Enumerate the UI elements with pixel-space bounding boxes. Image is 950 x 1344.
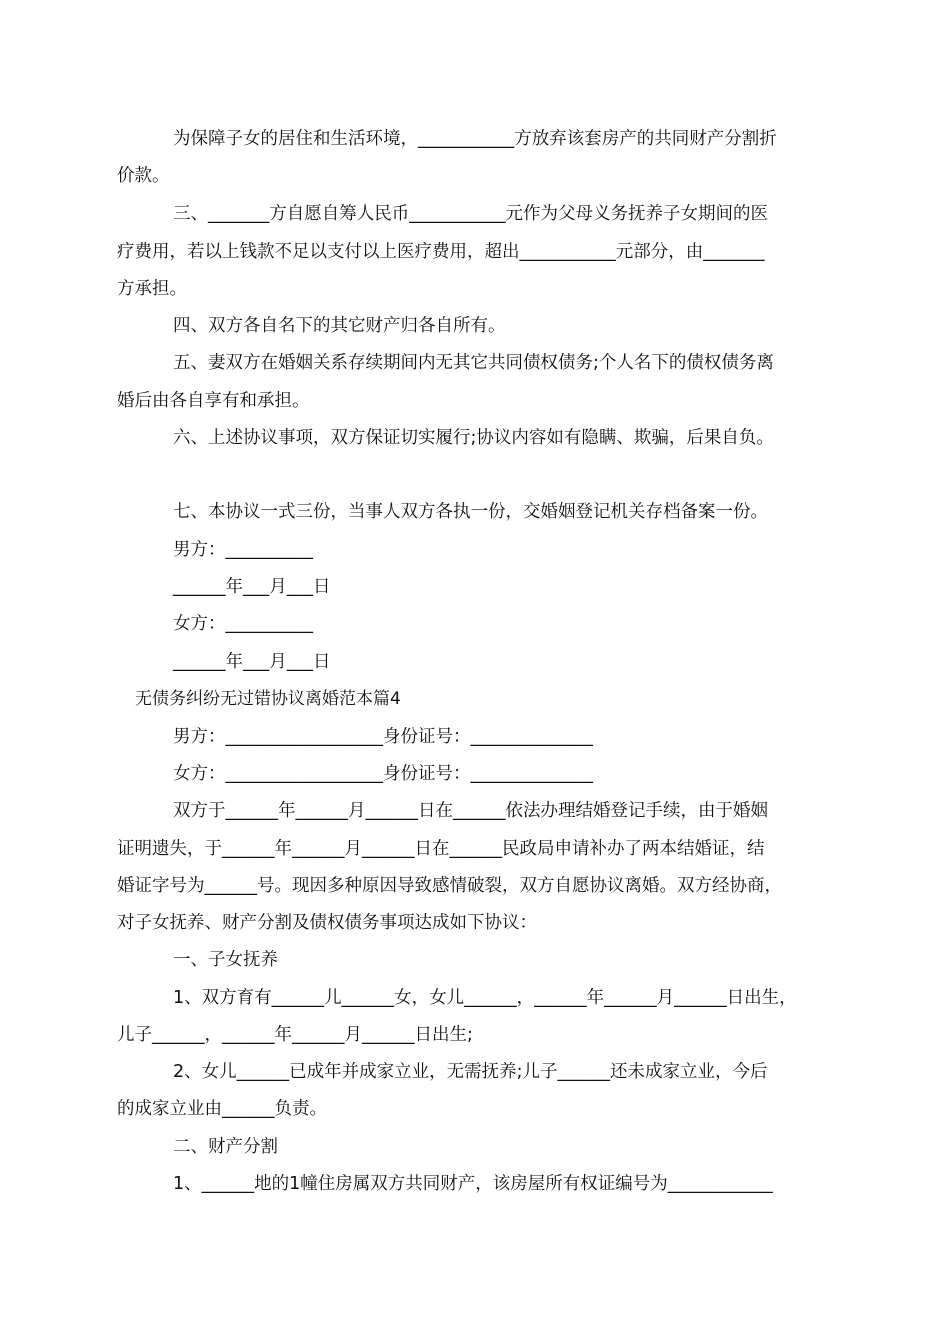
wife-date: ______年___月___日 xyxy=(173,652,331,672)
paragraph-line: 疗费用，若以上钱款不足以支付以上医疗费用，超出___________元部分，由_______ xyxy=(117,242,765,262)
wife-signature: 女方：__________ xyxy=(173,614,313,634)
husband-id-line: 男方：__________________身份证号：______________ xyxy=(173,727,593,747)
paragraph-line: 价款。 xyxy=(117,166,170,186)
paragraph-line: 儿子______，______年______月______日出生; xyxy=(117,1025,473,1045)
paragraph-line: 对子女抚养、财产分割及债权债务事项达成如下协议： xyxy=(117,913,537,933)
paragraph-line: 1、______地的1幢住房属双方共同财产，该房屋所有权证编号为____________ xyxy=(173,1174,773,1194)
paragraph-line: 双方于______年______月______日在______依法办理结婚登记手续，由于婚姻 xyxy=(173,801,768,821)
paragraph-line: 证明遗失，于______年______月______日在______民政局申请补办了两本结婚证，结 xyxy=(117,839,765,859)
paragraph-line: 2、女儿______已成年并成家立业，无需抚养;儿子______还未成家立业，今后 xyxy=(173,1062,768,1082)
clause-seven: 七、本协议一式三份，当事人双方各执一份，交婚姻登记机关存档备案一份。 xyxy=(173,502,768,522)
clause-five: 五、妻双方在婚姻关系存续期间内无其它共同债权债务;个人名下的债权债务离 xyxy=(173,353,774,373)
section-title: 无债务纠纷无过错协议离婚范本篇4 xyxy=(135,689,401,709)
heading-child-custody: 一、子女抚养 xyxy=(173,950,278,970)
paragraph-line: 为保障子女的居住和生活环境，___________方放弃该套房产的共同财产分割折 xyxy=(173,129,777,149)
clause-four: 四、双方各自名下的其它财产归各自所有。 xyxy=(173,316,506,336)
paragraph-line: 婚证字号为______号。现因多种原因导致感情破裂，双方自愿协议离婚。双方经协商， xyxy=(117,876,782,896)
husband-signature: 男方：__________ xyxy=(173,540,313,560)
clause-three: 三、_______方自愿自筹人民币___________元作为父母义务抚养子女期间的医 xyxy=(173,204,768,224)
clause-six: 六、上述协议事项，双方保证切实履行;协议内容如有隐瞒、欺骗，后果自负。 xyxy=(173,428,774,448)
paragraph-line: 的成家立业由______负责。 xyxy=(117,1099,327,1119)
paragraph-line: 方承担。 xyxy=(117,279,187,299)
paragraph-line: 婚后由各自享有和承担。 xyxy=(117,391,310,411)
husband-date: ______年___月___日 xyxy=(173,577,331,597)
paragraph-line: 1、双方育有______儿______女，女儿______，______年______月______日出生， xyxy=(173,988,797,1008)
wife-id-line: 女方：__________________身份证号：______________ xyxy=(173,764,593,784)
heading-property-division: 二、财产分割 xyxy=(173,1137,278,1157)
